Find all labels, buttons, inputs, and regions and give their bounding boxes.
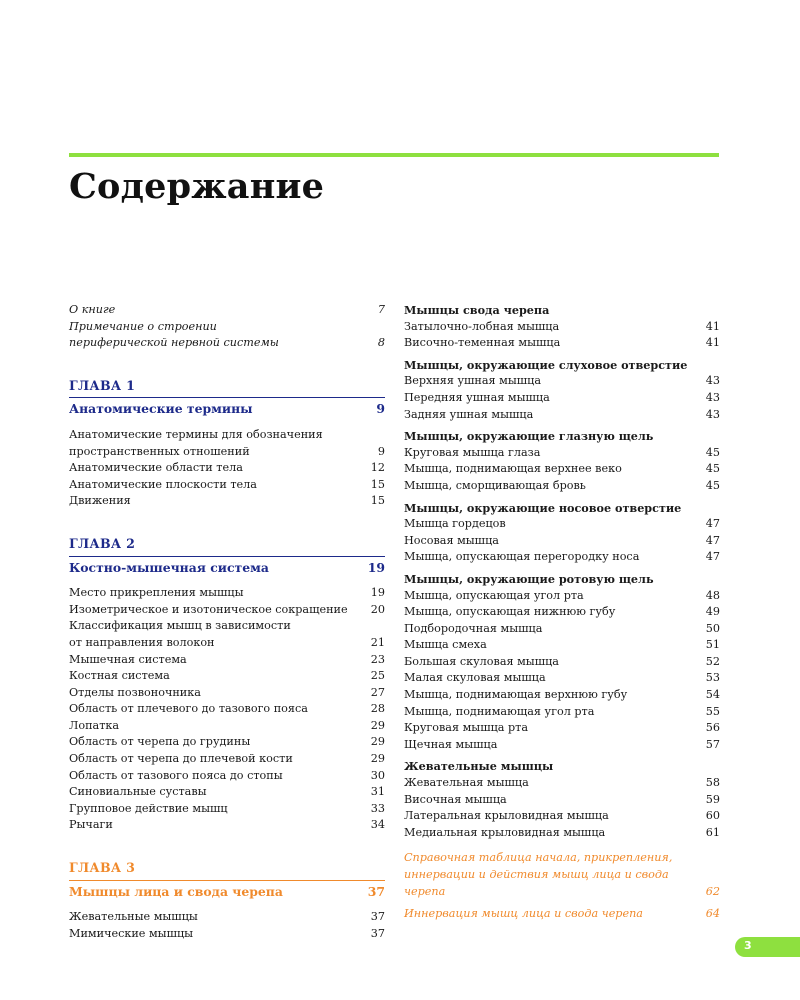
- muscle-groups-list: [404, 302, 720, 841]
- reference-entries: [404, 844, 720, 922]
- toc-entry[interactable]: [404, 407, 720, 424]
- toc-entry-page: 48: [705, 588, 720, 602]
- toc-entry-page: 54: [705, 688, 720, 702]
- toc-entry-title: иннервации и действия мышц лица и свода черепа: [404, 868, 669, 898]
- chapter-block: [69, 860, 385, 942]
- toc-entry-page: 45: [705, 445, 720, 459]
- toc-entry-title: Жевательные мышцы: [69, 910, 198, 924]
- toc-entry[interactable]: [404, 549, 720, 566]
- toc-entry-title: Височно-теменная мышца: [404, 336, 561, 350]
- toc-entry-title: Групповое действие мышц: [69, 801, 228, 815]
- toc-entry-page: 21: [370, 635, 385, 649]
- toc-entry-page: 27: [370, 685, 385, 699]
- toc-entry-page: 28: [370, 702, 385, 716]
- muscle-group-title: Мышцы свода черепа: [404, 303, 550, 317]
- toc-entry-page: 45: [705, 478, 720, 492]
- toc-entry-title: Иннервация мышц лица и свода черепа: [404, 907, 643, 921]
- toc-entry-title: Область от черепа до грудины: [69, 735, 251, 749]
- toc-entry-title: пространственных отношений: [69, 444, 250, 458]
- toc-entry-page: 61: [705, 825, 720, 839]
- toc-entry-page: 57: [705, 737, 720, 751]
- toc-entry-title: Рычаги: [69, 818, 113, 832]
- toc-entry[interactable]: [404, 704, 720, 721]
- toc-entry[interactable]: [69, 701, 385, 718]
- toc-entry[interactable]: [69, 801, 385, 818]
- toc-entry[interactable]: [404, 390, 720, 407]
- toc-entry[interactable]: [404, 478, 720, 495]
- toc-entry-page: 34: [370, 818, 385, 832]
- toc-entry-title: Мышца, опускающая угол рта: [404, 588, 584, 602]
- toc-entry-title: Костная система: [69, 669, 170, 683]
- toc-entry[interactable]: [69, 668, 385, 685]
- toc-entry-title: периферической нервной системы: [69, 336, 279, 350]
- toc-entry-title: Мышца смеха: [404, 638, 487, 652]
- toc-entry-title: Анатомические плоскости тела: [69, 477, 257, 491]
- toc-entry-title: Мышечная система: [69, 652, 187, 666]
- toc-entry-page: 37: [370, 910, 385, 924]
- toc-entry-title: Щечная мышца: [404, 737, 498, 751]
- muscle-group: [404, 500, 720, 566]
- chapter-heading-title: Мышцы лица и свода черепа: [69, 883, 283, 899]
- toc-entry[interactable]: [69, 768, 385, 785]
- toc-entry-title: О книге: [69, 303, 116, 316]
- toc-entry-page: 29: [370, 752, 385, 766]
- chapter-label: ГЛАВА 3: [69, 860, 136, 876]
- toc-left-column: [69, 302, 385, 942]
- toc-entry[interactable]: [404, 516, 720, 533]
- toc-entry-page: 9: [377, 444, 385, 458]
- toc-entry-page: 43: [705, 374, 720, 388]
- toc-entry[interactable]: [69, 602, 385, 619]
- toc-entry-title: Круговая мышца рта: [404, 721, 529, 735]
- toc-entry-page: 29: [370, 735, 385, 749]
- front-matter-list: [69, 302, 385, 352]
- toc-entry[interactable]: [404, 654, 720, 671]
- toc-entry-title: Мышца, опускающая перегородку носа: [404, 550, 640, 564]
- toc-entry[interactable]: [69, 319, 385, 336]
- toc-entry-page: 41: [705, 319, 720, 333]
- chapter-label: ГЛАВА 2: [69, 535, 136, 551]
- toc-entry[interactable]: [69, 618, 385, 635]
- toc-entry[interactable]: [404, 637, 720, 654]
- toc-entry[interactable]: [69, 427, 385, 444]
- toc-entry-page: 37: [370, 926, 385, 940]
- toc-entry[interactable]: [404, 808, 720, 825]
- toc-entry-page: 49: [705, 605, 720, 619]
- chapter-heading-title: Костно-мышечная система: [69, 559, 269, 575]
- toc-entry-title: Изометрическое и изотоническое сокращение: [69, 602, 348, 616]
- toc-entry[interactable]: [69, 493, 385, 510]
- toc-entry-title: Медиальная крыловидная мышца: [404, 825, 606, 839]
- toc-entry-title: Мышца гордецов: [404, 517, 506, 531]
- muscle-group-title: Жевательные мышцы: [404, 759, 554, 774]
- toc-entry-title: Задняя ушная мышца: [404, 407, 534, 421]
- toc-entry[interactable]: [69, 909, 385, 926]
- muscle-group: [404, 302, 720, 352]
- toc-entry-title: Латеральная крыловидная мышца: [404, 809, 609, 823]
- toc-entry-page: 33: [370, 801, 385, 815]
- toc-entry[interactable]: [404, 850, 720, 867]
- toc-entry[interactable]: [404, 621, 720, 638]
- chapter-block: [69, 378, 385, 510]
- toc-entry-page: 62: [705, 884, 720, 898]
- toc-entry-title: Круговая мышца глаза: [404, 445, 541, 459]
- toc-entry-page: 64: [705, 907, 720, 921]
- toc-entry-page: 30: [370, 768, 385, 782]
- toc-entry-page: 25: [370, 669, 385, 683]
- toc-entry[interactable]: [404, 737, 720, 754]
- page-number: 3: [744, 939, 752, 952]
- toc-entry-title: Подбородочная мышца: [404, 621, 543, 635]
- chapter-block: [69, 536, 385, 834]
- page-title: Содержание: [69, 166, 325, 207]
- toc-entry-title: Классификация мышц в зависимости: [69, 619, 291, 633]
- toc-entry-title: Мышца, поднимающая верхнюю губу: [404, 688, 628, 702]
- toc-entry-page: 43: [705, 407, 720, 421]
- toc-entry-title: Передняя ушная мышца: [404, 390, 550, 404]
- toc-entry-page: 15: [370, 477, 385, 491]
- toc-entry-page: 56: [705, 721, 720, 735]
- muscle-group-title: Мышцы, окружающие носовое отверстие: [404, 500, 682, 515]
- muscle-group: [404, 428, 720, 494]
- toc-entry-page: 41: [705, 336, 720, 350]
- toc-entry-title: Анатомические термины для обозначения: [69, 427, 323, 441]
- muscle-group: [404, 758, 720, 841]
- toc-entry-title: Большая скуловая мышца: [404, 654, 559, 668]
- toc-entry-page: 60: [705, 809, 720, 823]
- toc-entry-title: Жевательная мышца: [404, 776, 529, 790]
- toc-entry[interactable]: [404, 792, 720, 809]
- toc-entry[interactable]: [404, 720, 720, 737]
- toc-entry-page: 59: [705, 792, 720, 806]
- toc-entry-title: Носовая мышца: [404, 533, 499, 547]
- toc-entry-title: Мышца, поднимающая верхнее веко: [404, 462, 622, 476]
- muscle-group-title: Мышцы, окружающие глазную щель: [404, 429, 654, 444]
- muscle-group: [404, 571, 720, 754]
- toc-right-column: [404, 302, 720, 923]
- chapters-list: [69, 378, 385, 943]
- toc-entry-title: Место прикрепления мышцы: [69, 586, 244, 600]
- toc-entry[interactable]: [69, 685, 385, 702]
- toc-entry-title: Область от тазового пояса до стопы: [69, 768, 283, 782]
- toc-entry[interactable]: [404, 670, 720, 687]
- toc-entry-page: 51: [705, 638, 720, 652]
- toc-entry-title: Движения: [69, 494, 131, 508]
- toc-entry-title: Лопатка: [69, 718, 120, 732]
- toc-entry-page: 50: [705, 621, 720, 635]
- toc-entry[interactable]: [404, 461, 720, 478]
- chapter-heading-page: 9: [376, 401, 385, 417]
- toc-entry-page: 47: [705, 550, 720, 564]
- toc-entry-title: Область от плечевого до тазового пояса: [69, 702, 308, 716]
- toc-entry-title: Мимические мышцы: [69, 926, 194, 940]
- toc-entry-page: 31: [370, 785, 385, 799]
- toc-entry[interactable]: [404, 319, 720, 336]
- toc-entry-title: Височная мышца: [404, 792, 507, 806]
- toc-entry-title: Отделы позвоночника: [69, 685, 201, 699]
- toc-entry[interactable]: [69, 784, 385, 801]
- chapter-heading[interactable]: [69, 880, 385, 910]
- toc-entry-title: Мышца, сморщивающая бровь: [404, 478, 586, 492]
- toc-entry[interactable]: [404, 825, 720, 842]
- toc-entry-page: 19: [370, 586, 385, 600]
- toc-entry[interactable]: [404, 604, 720, 621]
- toc-entry-page: 29: [370, 718, 385, 732]
- toc-entry-title: Затылочно-лобная мышца: [404, 319, 560, 333]
- toc-entry-title: Справочная таблица начала, прикрепления,: [404, 851, 673, 865]
- toc-entry-page: 45: [705, 462, 720, 476]
- toc-entry[interactable]: [404, 867, 720, 900]
- toc-entry-page: 8: [377, 336, 385, 350]
- toc-entry[interactable]: [69, 585, 385, 602]
- toc-entry[interactable]: [404, 445, 720, 462]
- toc-entry-title: Анатомические области тела: [69, 461, 243, 475]
- toc-entry[interactable]: [69, 926, 385, 943]
- toc-entry[interactable]: [404, 533, 720, 550]
- toc-entry-page: 55: [705, 704, 720, 718]
- toc-entry[interactable]: [69, 444, 385, 461]
- chapter-heading[interactable]: [69, 556, 385, 586]
- toc-entry[interactable]: [69, 751, 385, 768]
- toc-entry-page: 43: [705, 390, 720, 404]
- chapter-heading-page: 19: [367, 559, 385, 575]
- toc-entry-page: 7: [377, 303, 385, 316]
- toc-entry[interactable]: [69, 652, 385, 669]
- toc-entry[interactable]: [69, 335, 385, 352]
- chapter-label: ГЛАВА 1: [69, 377, 136, 393]
- toc-entry-title: Малая скуловая мышца: [404, 671, 546, 685]
- toc-entry[interactable]: [69, 302, 385, 319]
- toc-entry[interactable]: [69, 460, 385, 477]
- toc-entry[interactable]: [404, 906, 720, 923]
- chapter-heading-title: Анатомические термины: [69, 401, 253, 417]
- toc-entry[interactable]: [404, 775, 720, 792]
- toc-entry[interactable]: [69, 718, 385, 735]
- chapter-heading[interactable]: [69, 397, 385, 427]
- toc-entry-page: 52: [705, 654, 720, 668]
- toc-entry[interactable]: [404, 588, 720, 605]
- top-accent-rule: [69, 153, 719, 157]
- muscle-group-title: Мышцы, окружающие ротовую щель: [404, 571, 654, 586]
- toc-entry-page: 12: [370, 461, 385, 475]
- toc-entry-page: 47: [705, 533, 720, 547]
- toc-entry-title: Синовиальные суставы: [69, 785, 207, 799]
- toc-entry-page: 15: [370, 494, 385, 508]
- toc-entry-title: от направления волокон: [69, 635, 215, 649]
- toc-entry-page: 23: [370, 652, 385, 666]
- muscle-group: [404, 357, 720, 423]
- toc-entry[interactable]: [404, 687, 720, 704]
- toc-entry-page: 20: [370, 602, 385, 616]
- muscle-group-title: Мышцы, окружающие слуховое отверстие: [404, 357, 688, 372]
- toc-entry-title: Мышца, поднимающая угол рта: [404, 704, 595, 718]
- toc-entry-title: Верхняя ушная мышца: [404, 374, 542, 388]
- toc-entry-title: Мышца, опускающая нижнюю губу: [404, 605, 616, 619]
- toc-entry[interactable]: [404, 335, 720, 352]
- toc-entry-page: 58: [705, 776, 720, 790]
- toc-entry[interactable]: [69, 734, 385, 751]
- chapter-heading-page: 37: [367, 883, 385, 899]
- toc-entry[interactable]: [69, 635, 385, 652]
- toc-entry-page: 47: [705, 517, 720, 531]
- toc-entry-page: 53: [705, 671, 720, 685]
- toc-entry-title: Примечание о строении: [69, 319, 217, 333]
- toc-entry-title: Область от черепа до плечевой кости: [69, 752, 293, 766]
- toc-entry[interactable]: [404, 373, 720, 390]
- toc-entry[interactable]: [69, 817, 385, 834]
- toc-entry[interactable]: [69, 477, 385, 494]
